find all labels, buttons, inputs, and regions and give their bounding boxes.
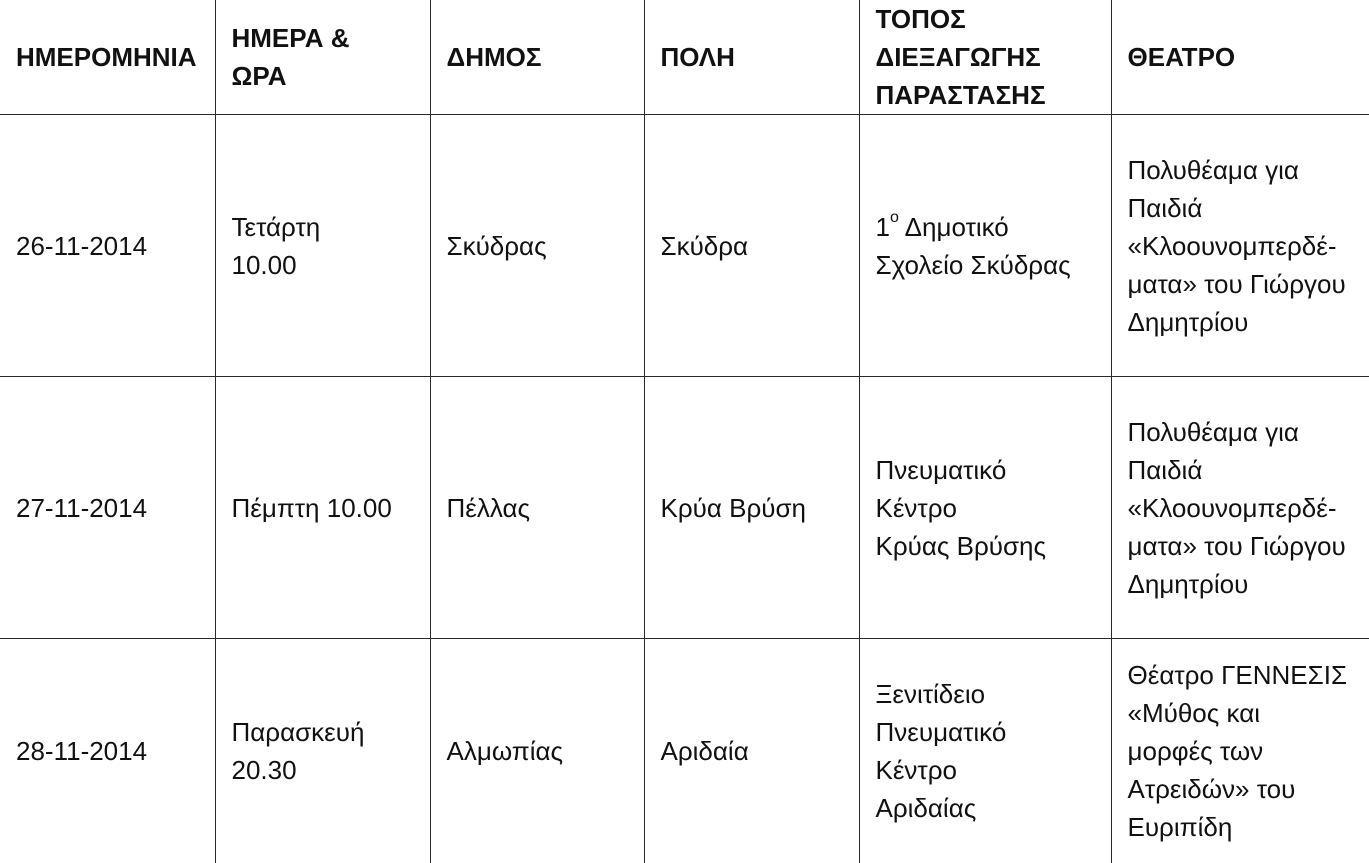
cell-date: [0, 377, 215, 639]
cell-day-time: [215, 115, 430, 377]
day-time-value: Παρασκευή 20.30: [231, 717, 365, 786]
cell-day-time: [215, 639, 430, 863]
cell-city: [644, 115, 859, 377]
cell-venue: [859, 115, 1111, 377]
municipality-value: Αλμωπίας: [446, 736, 564, 767]
theatre-value: Πολυθέαμα για Παιδιά «Κλοουνομπερδέ- ματα» του Γιώργου Δημητρίου: [1127, 154, 1346, 337]
day-time-value: Τετάρτη 10.00: [231, 211, 321, 280]
header-city: [644, 0, 859, 115]
cell-theatre: [1111, 639, 1369, 863]
date-value: 26-11-2014: [16, 230, 148, 261]
table-header-row: [0, 0, 1369, 115]
header-city-label: ΠΟΛΗ: [660, 42, 735, 72]
theatre-value: Πολυθέαμα για Παιδιά «Κλοουνομπερδέ- ματα» του Γιώργου Δημητρίου: [1127, 416, 1346, 599]
header-day-time: [215, 0, 430, 115]
theatre-value: Θέατρο ΓΕΝΝΕΣΙΣ «Μύθος και μορφές των Ατρειδών» του Ευριπίδη: [1127, 660, 1348, 843]
header-date-label: ΗΜΕΡΟΜΗΝΙΑ: [16, 42, 197, 72]
venue-ordinal: 1: [875, 211, 890, 242]
venue-ordinal-superscript: ο: [889, 208, 899, 226]
cell-day-time: [215, 377, 430, 639]
header-date: [0, 0, 215, 115]
header-venue: [859, 0, 1111, 115]
cell-venue: [859, 377, 1111, 639]
cell-theatre: [1111, 377, 1369, 639]
municipality-value: Πέλλας: [446, 492, 531, 523]
venue-value: Πνευματικό Κέντρο Κρύας Βρύσης: [875, 454, 1047, 561]
cell-city: [644, 639, 859, 863]
city-value: Κρύα Βρύση: [660, 492, 806, 523]
day-time-value: Πέμπτη 10.00: [231, 492, 392, 523]
venue-value: Ξενιτίδειο Πνευματικό Κέντρο Αριδαίας: [875, 679, 1007, 824]
cell-municipality: [430, 115, 644, 377]
cell-venue: [859, 639, 1111, 863]
header-venue-label: ΤΟΠΟΣ ΔΙΕΞΑΓΩΓΗΣ ΠΑΡΑΣΤΑΣΗΣ: [875, 4, 1046, 110]
municipality-value: Σκύδρας: [446, 230, 547, 261]
table-row: [0, 377, 1369, 639]
cell-municipality: [430, 377, 644, 639]
header-day-time-label: ΗΜΕΡΑ & ΩΡΑ: [231, 23, 350, 91]
cell-municipality: [430, 639, 644, 863]
date-value: 27-11-2014: [16, 492, 148, 523]
header-theatre-label: ΘΕΑΤΡΟ: [1127, 42, 1236, 72]
cell-city: [644, 377, 859, 639]
header-theatre: [1111, 0, 1369, 115]
date-value: 28-11-2014: [16, 736, 148, 767]
city-value: Αριδαία: [660, 736, 749, 767]
header-municipality: [430, 0, 644, 115]
cell-date: [0, 115, 215, 377]
cell-theatre: [1111, 115, 1369, 377]
venue-rest: Δημοτικό Σχολείο Σκύδρας: [875, 211, 1071, 280]
table-row: [0, 639, 1369, 863]
header-municipality-label: ΔΗΜΟΣ: [446, 42, 542, 72]
city-value: Σκύδρα: [660, 230, 749, 261]
venue-value: [876, 208, 1101, 284]
table-row: [0, 115, 1369, 377]
cell-date: [0, 639, 215, 863]
